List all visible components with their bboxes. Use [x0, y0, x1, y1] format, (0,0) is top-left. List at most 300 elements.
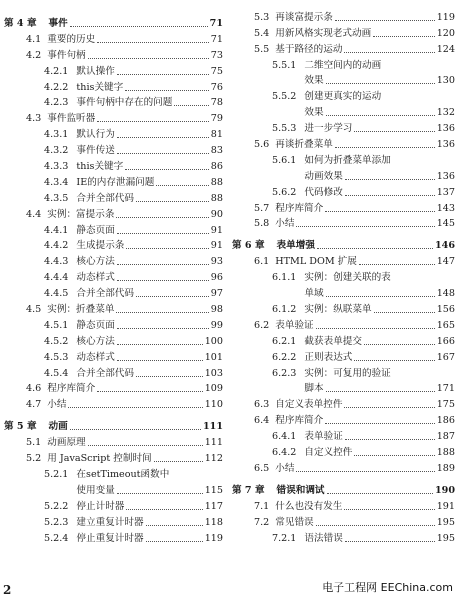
- toc-entry-page: 117: [204, 500, 223, 512]
- toc-entry-title: 合并全部代码: [76, 367, 134, 379]
- toc-entry-sub: [232, 364, 455, 380]
- toc-entry-cont: [232, 380, 455, 396]
- toc-entry-title: 动画: [48, 421, 68, 433]
- toc-entry-page: 86: [210, 161, 223, 173]
- toc-entry-page: 143: [436, 202, 455, 214]
- toc-entry-number: 6.4.2: [272, 447, 297, 459]
- dot-leader: [359, 264, 435, 265]
- toc-entry-sub: [4, 332, 223, 348]
- toc-entry-sec: [4, 205, 223, 221]
- toc-entry-page: 115: [204, 484, 223, 496]
- toc-entry-chapter: [4, 8, 223, 30]
- toc-entry-page: 136: [436, 123, 455, 135]
- dot-leader: [97, 42, 209, 43]
- toc-entry-sub: [232, 300, 455, 316]
- toc-entry-sec: [232, 513, 455, 529]
- toc-entry-page: 132: [436, 107, 455, 119]
- dot-leader: [97, 391, 202, 392]
- toc-entry-title: 自定义控件: [304, 447, 353, 459]
- toc-entry-number: 5.3: [254, 11, 270, 23]
- toc-entry-number: 4.2: [26, 49, 42, 61]
- dot-leader: [117, 280, 209, 281]
- toc-entry-sec: [4, 433, 223, 449]
- toc-entry-title: 核心方法: [76, 335, 115, 347]
- toc-entry-title: 用新风格实现老式动画: [275, 27, 372, 39]
- toc-entry-cont: [232, 72, 455, 88]
- toc-entry-cont: [4, 481, 223, 497]
- toc-entry-sec: [232, 497, 455, 513]
- toc-entry-sec: [232, 40, 455, 56]
- toc-entry-sec: [232, 8, 455, 24]
- dot-leader: [345, 439, 435, 440]
- toc-entry-number: 5.2.3: [44, 516, 69, 528]
- toc-entry-sec: [4, 109, 223, 125]
- toc-entry-page: 93: [210, 256, 223, 268]
- toc-entry-page: 71: [210, 33, 223, 45]
- toc-entry-sec: [4, 449, 223, 465]
- toc-entry-number: 4.7: [26, 399, 42, 411]
- dot-leader: [344, 509, 434, 510]
- dot-leader: [117, 493, 203, 494]
- toc-entry-title: 默认行为: [76, 129, 115, 141]
- toc-right-column: [232, 8, 455, 545]
- toc-entry-page: 137: [436, 186, 455, 198]
- toc-entry-number: 5.5: [254, 43, 270, 55]
- toc-entry-number: 5.8: [254, 218, 270, 230]
- toc-entry-page: 130: [436, 75, 455, 87]
- toc-entry-page: 97: [210, 288, 223, 300]
- toc-entry-sec: [232, 24, 455, 40]
- toc-entry-sec: [4, 300, 223, 316]
- dot-leader: [154, 461, 203, 462]
- toc-entry-title: 进一步学习: [304, 123, 353, 135]
- toc-entry-number: 4.5: [26, 304, 42, 316]
- toc-entry-sec: [232, 395, 455, 411]
- toc-entry-title: 程序库简介: [275, 415, 324, 427]
- toc-entry-page: 148: [436, 288, 455, 300]
- toc-entry-page: 112: [204, 453, 223, 465]
- toc-entry-number: 4.2.2: [44, 81, 69, 93]
- dot-leader: [117, 328, 209, 329]
- toc-entry-page: 145: [436, 218, 455, 230]
- toc-entry-title: 脚本: [304, 383, 324, 395]
- toc-entry-sub: [4, 125, 223, 141]
- toc-entry-number: 6.2.3: [272, 367, 297, 379]
- toc-entry-title: 小结: [275, 462, 295, 474]
- toc-entry-page: 100: [204, 335, 223, 347]
- toc-entry-sec: [232, 252, 455, 268]
- dot-leader: [344, 52, 434, 53]
- toc-entry-title: 动态样式: [76, 272, 115, 284]
- toc-entry-page: 81: [210, 129, 223, 141]
- toc-entry-title: 程序库简介: [275, 202, 324, 214]
- toc-entry-page: 165: [436, 319, 455, 331]
- toc-entry-page: 98: [210, 304, 223, 316]
- dot-leader: [136, 296, 209, 297]
- dot-leader: [345, 195, 435, 196]
- toc-entry-number: 4.3: [26, 113, 42, 125]
- toc-entry-number: 5.2.4: [44, 532, 69, 544]
- toc-entry-title: 再谈折叠菜单: [275, 139, 333, 151]
- toc-entry-title: 代码修改: [304, 186, 343, 198]
- toc-entry-page: 147: [436, 256, 455, 268]
- toc-entry-number: 4.4: [26, 208, 42, 220]
- toc-entry-title: 动画原理: [47, 437, 86, 449]
- dot-leader: [345, 179, 435, 180]
- toc-entry-page: 175: [436, 399, 455, 411]
- toc-entry-title: 二维空间内的动画: [304, 59, 382, 71]
- toc-entry-title: 表单验证: [275, 319, 314, 331]
- toc-entry-title: this关键字: [76, 81, 124, 93]
- dot-leader: [146, 525, 203, 526]
- toc-entry-page: 119: [204, 532, 223, 544]
- dot-leader: [70, 429, 201, 430]
- toc-entry-page: 90: [210, 208, 223, 220]
- toc-entry-number: 5.4: [254, 27, 270, 39]
- toc-entry-title: 表单增强: [276, 240, 315, 252]
- toc-entry-cont: [232, 167, 455, 183]
- toc-entry-page: 187: [436, 431, 455, 443]
- toc-entry-title: 默认操作: [76, 65, 115, 77]
- toc-entry-number: 4.2.3: [44, 97, 69, 109]
- toc-entry-title: 事件传送: [76, 145, 115, 157]
- toc-entry-sec: [232, 459, 455, 475]
- toc-entry-page: 166: [436, 335, 455, 347]
- dot-leader: [117, 360, 203, 361]
- toc-entry-page: 136: [436, 170, 455, 182]
- toc-entry-page: 103: [204, 367, 223, 379]
- toc-entry-page: 120: [436, 27, 455, 39]
- toc-entry-title: 程序库简介: [47, 383, 96, 395]
- toc-entry-page: 195: [436, 516, 455, 528]
- toc-entry-title: 在setTimeout函数中: [76, 469, 170, 481]
- dot-leader: [325, 211, 434, 212]
- toc-entry-title: 小结: [47, 399, 67, 411]
- toc-entry-number: 6.4: [254, 415, 270, 427]
- toc-entry-sec: [4, 46, 223, 62]
- toc-entry-sub: [232, 332, 455, 348]
- toc-entry-sec: [4, 30, 223, 46]
- toc-entry-page: 136: [436, 139, 455, 151]
- dot-leader: [126, 509, 202, 510]
- toc-entry-number: 5.5.2: [272, 91, 297, 103]
- toc-entry-number: 4.4.3: [44, 256, 69, 268]
- toc-entry-title: 单域: [304, 288, 324, 300]
- toc-entry-sub: [4, 237, 223, 253]
- toc-entry-number: 5.7: [254, 202, 270, 214]
- toc-entry-title: 再谈富提示条: [275, 11, 333, 23]
- toc-entry-title: 动态样式: [76, 351, 115, 363]
- toc-entry-title: 表单验证: [304, 431, 343, 443]
- toc-entry-number: 4.3.2: [44, 145, 69, 157]
- toc-entry-title: 核心方法: [76, 256, 115, 268]
- toc-entry-number: 4.3.5: [44, 192, 69, 204]
- toc-entry-title: 静态页面: [76, 319, 115, 331]
- dot-leader: [373, 36, 434, 37]
- toc-entry-page: 109: [204, 383, 223, 395]
- toc-entry-page: 111: [204, 437, 223, 449]
- dot-leader: [125, 169, 209, 170]
- toc-entry-number: 6.2.1: [272, 335, 297, 347]
- toc-entry-sub: [232, 119, 455, 135]
- toc-entry-number: 6.2: [254, 319, 270, 331]
- toc-entry-title: 事件监听器: [47, 113, 96, 125]
- toc-entry-number: 5.6.1: [272, 154, 297, 166]
- toc-entry-sub: [4, 94, 223, 110]
- toc-entry-number: 6.1: [254, 256, 270, 268]
- toc-entry-title: 停止计时器: [76, 500, 125, 512]
- toc-entry-number: 6.1.2: [272, 304, 297, 316]
- toc-entry-page: 111: [202, 421, 223, 433]
- dot-leader: [316, 525, 435, 526]
- toc-entry-sec: [4, 380, 223, 396]
- dot-leader: [354, 455, 434, 456]
- toc-entry-title: 小结: [275, 218, 295, 230]
- toc-entry-sec: [232, 411, 455, 427]
- toc-entry-page: 167: [436, 351, 455, 363]
- toc-entry-title: this关键字: [76, 161, 124, 173]
- toc-entry-title: 自定义表单控件: [275, 399, 343, 411]
- toc-entry-page: 191: [436, 500, 455, 512]
- toc-entry-page: 171: [436, 383, 455, 395]
- toc-entry-sub: [4, 529, 223, 545]
- toc-entry-number: 4.4.2: [44, 240, 69, 252]
- toc-entry-cont: [232, 103, 455, 119]
- toc-entry-number: 4.3.1: [44, 129, 69, 141]
- toc-left-column: [4, 8, 223, 545]
- toc-entry-page: 118: [204, 516, 223, 528]
- dot-leader: [174, 105, 208, 106]
- toc-entry-title: 事件: [48, 18, 68, 29]
- toc-entry-title: 实例：富提示条: [47, 208, 115, 220]
- toc-entry-title: 使用变量: [76, 484, 115, 496]
- toc-entry-title: 实例：创建关联的表: [304, 272, 391, 284]
- dot-leader: [70, 26, 208, 27]
- toc-entry-number: 7.2: [254, 516, 270, 528]
- watermark-text: 电子工程网 EEChina.com: [322, 581, 453, 594]
- toc-entry-title: 事件句柄: [47, 49, 86, 61]
- toc-entry-title: 合并全部代码: [76, 192, 134, 204]
- toc-entry-number: 7.2.1: [272, 532, 297, 544]
- toc-entry-sub: [4, 173, 223, 189]
- dot-leader: [136, 201, 209, 202]
- toc-entry-page: 83: [210, 145, 223, 157]
- toc-entry-page: 91: [210, 224, 223, 236]
- dot-leader: [354, 360, 434, 361]
- toc-entry-sub: [4, 157, 223, 173]
- toc-entry-page: 78: [210, 97, 223, 109]
- dot-leader: [117, 153, 209, 154]
- dot-leader: [117, 137, 209, 138]
- toc-entry-sub: [4, 141, 223, 157]
- toc-entry-number: 4.3.3: [44, 161, 69, 173]
- toc-entry-number: 4.5.2: [44, 335, 69, 347]
- toc-entry-sec: [232, 215, 455, 231]
- dot-leader: [374, 312, 435, 313]
- toc-entry-title: 实例：纵联菜单: [304, 304, 372, 316]
- dot-leader: [117, 264, 209, 265]
- toc-entry-title: 创建更真实的运动: [304, 91, 382, 103]
- toc-entry-title: 效果: [304, 75, 324, 87]
- dot-leader: [326, 83, 435, 84]
- dot-leader: [116, 217, 208, 218]
- toc-entry-sub: [4, 62, 223, 78]
- toc-entry-page: 188: [436, 447, 455, 459]
- toc-entry-sub: [232, 529, 455, 545]
- toc-entry-sub: [232, 427, 455, 443]
- toc-entry-sub: [4, 78, 223, 94]
- dot-leader: [126, 248, 208, 249]
- dot-leader: [136, 376, 203, 377]
- toc-entry-chapter: [4, 411, 223, 433]
- toc-entry-sub: [232, 183, 455, 199]
- toc-entry-page: 71: [209, 18, 223, 29]
- toc-entry-number: 5.6: [254, 139, 270, 151]
- toc-entry-number: 5.1: [26, 437, 42, 449]
- toc-entry-number: 第 4 章: [4, 18, 37, 29]
- dot-leader: [326, 391, 435, 392]
- toc-entry-number: 4.5.1: [44, 319, 69, 331]
- dot-leader: [335, 20, 435, 21]
- toc-entry-number: 4.4.5: [44, 288, 69, 300]
- dot-leader: [125, 90, 209, 91]
- toc-entry-sub: [4, 268, 223, 284]
- toc-entry-title: 正则表达式: [304, 351, 353, 363]
- dot-leader: [364, 344, 435, 345]
- toc-entry-title: 基于路径的运动: [275, 43, 343, 55]
- toc-entry-page: 101: [204, 351, 223, 363]
- toc-entry-number: 5.2.1: [44, 469, 69, 481]
- dot-leader: [316, 328, 435, 329]
- toc-entry-title: IE的内存泄漏问题: [76, 176, 155, 188]
- dot-leader: [156, 185, 208, 186]
- toc-entry-number: 4.1: [26, 33, 42, 45]
- toc-entry-sub: [4, 284, 223, 300]
- toc-entry-title: 事件句柄中存在的问题: [76, 97, 173, 109]
- toc-entry-title: 停止重复计时器: [76, 532, 144, 544]
- toc-entry-chapter: [232, 230, 455, 252]
- toc-entry-title: 重要的历史: [47, 33, 96, 45]
- toc-entry-sub: [232, 443, 455, 459]
- toc-entry-sub: [232, 87, 455, 103]
- toc-entry-title: 静态页面: [76, 224, 115, 236]
- dot-leader: [117, 74, 209, 75]
- toc-entry-number: 6.4.1: [272, 431, 297, 443]
- toc-entry-sub: [4, 497, 223, 513]
- dot-leader: [344, 407, 434, 408]
- toc-entry-title: 合并全部代码: [76, 288, 134, 300]
- toc-entry-title: 截获表单提交: [304, 335, 362, 347]
- toc-entry-page: 124: [436, 43, 455, 55]
- toc-entry-sub: [4, 252, 223, 268]
- toc-entry-number: 5.5.1: [272, 59, 297, 71]
- dot-leader: [117, 233, 209, 234]
- toc-entry-page: 110: [204, 399, 223, 411]
- toc-entry-page: 189: [436, 462, 455, 474]
- dot-leader: [296, 471, 434, 472]
- dot-leader: [335, 147, 435, 148]
- toc-entry-sub: [4, 348, 223, 364]
- toc-entry-title: 生成提示条: [76, 240, 125, 252]
- toc-entry-number: 4.5.4: [44, 367, 69, 379]
- toc-entry-page: 88: [210, 192, 223, 204]
- toc-entry-title: 语法错误: [304, 532, 343, 544]
- toc-entry-sub: [4, 364, 223, 380]
- toc-entry-number: 4.4.1: [44, 224, 69, 236]
- toc-entry-page: 119: [436, 11, 455, 23]
- toc-entry-sec: [232, 199, 455, 215]
- toc-entry-number: 4.4.4: [44, 272, 69, 284]
- toc-entry-page: 156: [436, 304, 455, 316]
- toc-entry-number: 第 5 章: [4, 421, 37, 433]
- toc-entry-number: 第 7 章: [232, 484, 265, 496]
- page-number: 2: [3, 583, 12, 597]
- toc-entry-page: 99: [210, 319, 223, 331]
- toc-entry-title: 如何为折叠菜单添加: [304, 154, 391, 166]
- toc-entry-sec: [232, 135, 455, 151]
- toc-entry-page: 186: [436, 415, 455, 427]
- dot-leader: [317, 248, 433, 249]
- toc-entry-number: 6.5: [254, 462, 270, 474]
- toc-entry-number: 7.1: [254, 500, 270, 512]
- toc-entry-sub: [232, 348, 455, 364]
- dot-leader: [116, 312, 208, 313]
- toc-entry-number: 6.1.1: [272, 272, 297, 284]
- dot-leader: [296, 226, 434, 227]
- toc-entry-cont: [232, 284, 455, 300]
- toc-entry-page: 190: [434, 484, 455, 496]
- toc-entry-number: 5.5.3: [272, 123, 297, 135]
- dot-leader: [325, 423, 434, 424]
- dot-leader: [68, 407, 202, 408]
- toc-entry-page: 96: [210, 272, 223, 284]
- toc-entry-title: 常见错误: [275, 516, 314, 528]
- toc-entry-sec: [4, 395, 223, 411]
- dot-leader: [88, 445, 203, 446]
- toc-entry-title: 实例：可复用的验证: [304, 367, 391, 379]
- toc-entry-number: 5.6.2: [272, 186, 297, 198]
- toc-entry-sub: [4, 465, 223, 481]
- toc-entry-page: 91: [210, 240, 223, 252]
- toc-entry-number: 第 6 章: [232, 240, 265, 252]
- toc-entry-number: 6.3: [254, 399, 270, 411]
- dot-leader: [327, 493, 433, 494]
- toc-entry-title: 建立重复计时器: [76, 516, 144, 528]
- toc-entry-title: 实例：折叠菜单: [47, 304, 115, 316]
- dot-leader: [88, 58, 209, 59]
- toc-entry-sub: [232, 56, 455, 72]
- dot-leader: [326, 115, 435, 116]
- toc-entry-number: 4.5.3: [44, 351, 69, 363]
- toc-entry-title: HTML DOM 扩展: [275, 256, 357, 268]
- toc-entry-sub: [232, 151, 455, 167]
- dot-leader: [146, 541, 203, 542]
- toc-entry-sec: [232, 316, 455, 332]
- toc-entry-title: 用 JavaScript 控制时间: [47, 453, 152, 465]
- toc-entry-page: 75: [210, 65, 223, 77]
- toc-entry-number: 5.2: [26, 453, 42, 465]
- toc-entry-number: 4.6: [26, 383, 42, 395]
- toc-entry-sub: [4, 221, 223, 237]
- toc-entry-chapter: [232, 475, 455, 497]
- toc-entry-page: 79: [210, 113, 223, 125]
- toc-entry-page: 88: [210, 176, 223, 188]
- toc-entry-page: 76: [210, 81, 223, 93]
- toc-entry-sub: [4, 189, 223, 205]
- toc-entry-page: 73: [210, 49, 223, 61]
- toc-entry-title: 效果: [304, 107, 324, 119]
- dot-leader: [117, 344, 203, 345]
